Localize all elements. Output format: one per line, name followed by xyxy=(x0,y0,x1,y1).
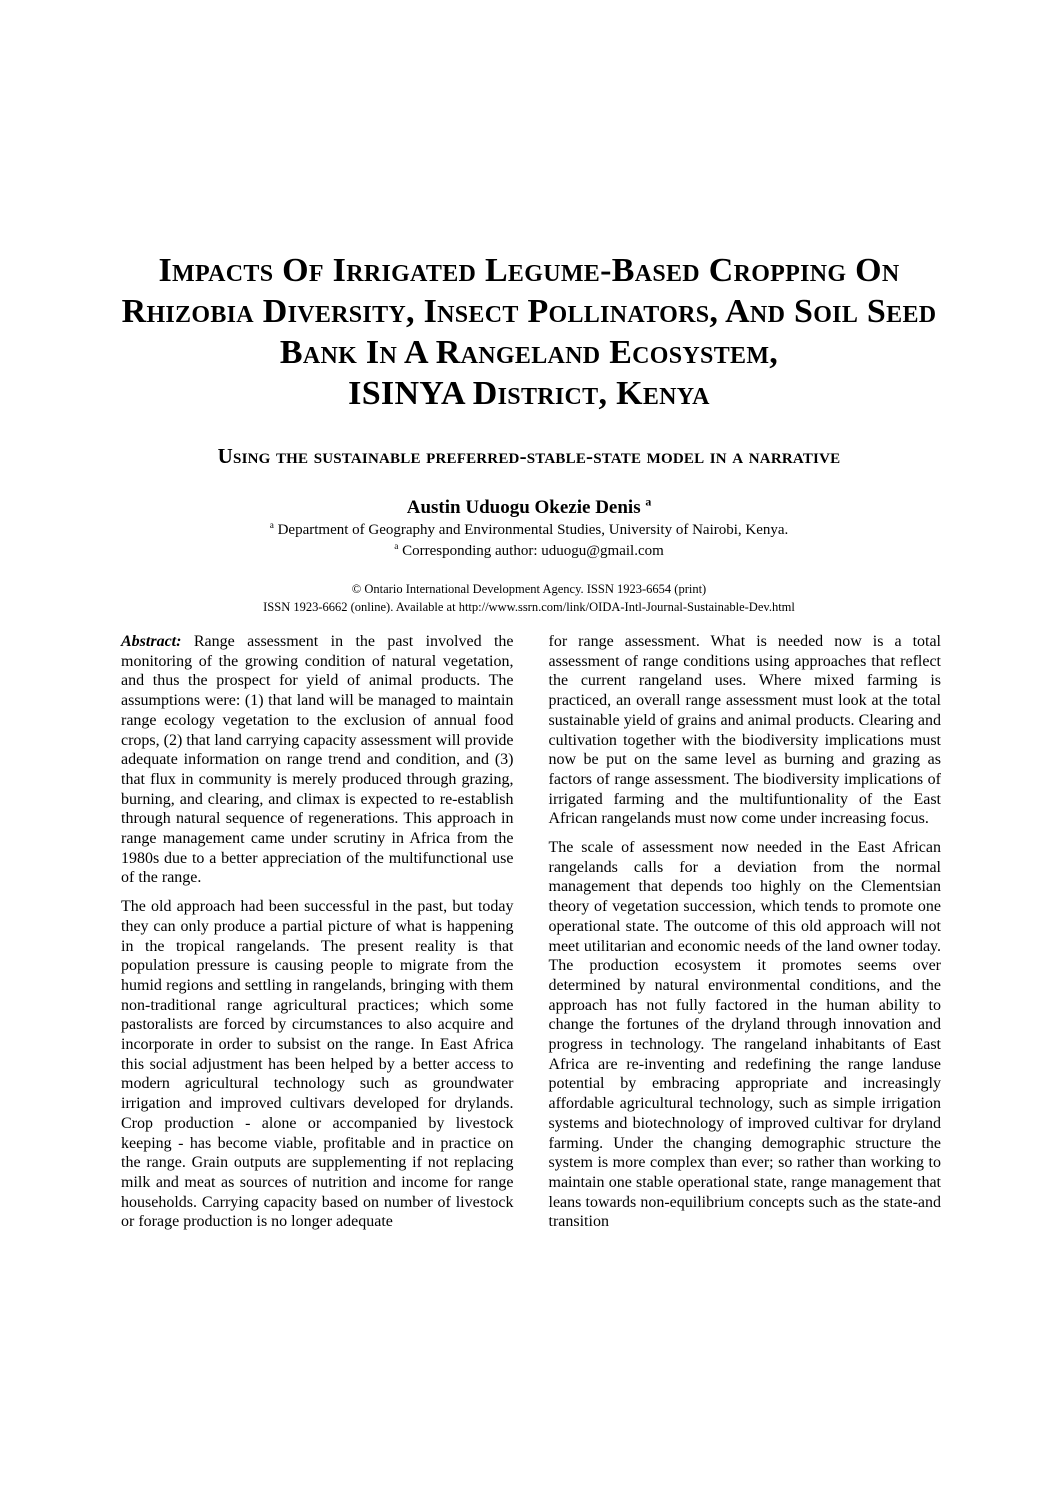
abstract-label: Abstract: xyxy=(121,633,182,650)
body-paragraph: The old approach had been successful in the past, but today they can only produce a partial picture of what is happening in the tropical rangelands. The present reality is that population pressure is causing people to migrate from the humid regions and settling in rangelands, bringing with them non-traditional range agricultural practices; which some pastoralists are forced by circumstances to also acquire and incorporate in order to subsist on the range. In East Africa this social adjustment has been helped by a better access to modern agricultural technology such as groundwater irrigation and improved cultivars developed for drylands. Crop production - alone or accompanied by livestock keeping - has become viable, profitable and in practice on the range. Grain outputs are supplementing if not replacing milk and meat as sources of nutrition and income for range households. Carrying capacity based on number of livestock or forage production is no longer adequate xyxy=(121,898,514,1231)
paper-title-line-4: ISINYA District, Kenya xyxy=(348,375,710,412)
paper-title-line-1: Impacts Of Irrigated Legume-Based Cropping On xyxy=(158,252,900,289)
left-column xyxy=(121,632,514,1241)
affiliation-superscript-2: a xyxy=(394,542,399,552)
imprint-line-2: ISSN 1923-6662 (online). Available at http://www.ssrn.com/link/OIDA-Intl-Journal-Sustainable-Dev.html xyxy=(263,600,795,614)
right-column xyxy=(549,632,942,1241)
corresponding-author-text: Corresponding author: uduogu@gmail.com xyxy=(398,543,664,559)
author-name-text: Austin Uduogu Okezie Denis xyxy=(406,497,641,518)
paper-title-line-2: Rhizobia Diversity, Insect Pollinators, And Soil Seed xyxy=(121,293,937,330)
author-superscript: a xyxy=(645,495,652,509)
author-block xyxy=(0,496,1058,562)
body-columns xyxy=(121,632,941,1241)
imprint-line-1: © Ontario International Development Agency. ISSN 1923-6654 (print) xyxy=(351,582,707,596)
affiliation-line-2 xyxy=(0,541,1058,562)
body-paragraph: for range assessment. What is needed now is a total assessment of range conditions using approaches that reflect the current rangeland uses. Where mixed farming is practiced, an overall range assessment must look at the total sustainable yield of grains and animal products. Clearing and cultivation together with the biodiversity implications must now be put on the same level as burning and grazing as factors of range assessment. The biodiversity implications of irrigated farming and the multifuntionality of the East African rangelands must now come under increasing focus. xyxy=(548,633,941,828)
affiliation-superscript-1: a xyxy=(269,521,274,531)
abstract-paragraph xyxy=(121,632,514,888)
affiliation-text-1: Department of Geography and Environmental Studies, University of Nairobi, Kenya. xyxy=(273,522,789,538)
paper-title xyxy=(0,250,1058,414)
body-paragraph: The scale of assessment now needed in the East African rangelands calls for a deviation from the normal management that depends too highly on the Clementsian theory of vegetation succession, which tends to promote one operational state. The outcome of this old approach will not meet utilitarian and economic needs of the land owner today. The production ecosystem it promotes seems over determined by natural environmental conditions, and the approach has not fully factored in the human ability to change the fortunes of the dryland through innovation and progress in technology. The rangeland inhabitants of East Africa are re-inventing and redefining the range landuse potential by embracing appropriate and increasingly affordable agricultural technology, such as simple irrigation systems and biotechnology of improved cultivar for dryland farming. Under the changing demographic structure the system is more complex than ever; so rather than working to maintain one stable operational state, range management that leans towards non-equilibrium concepts such as the state-and transition xyxy=(548,839,941,1231)
paper-subtitle: Using the sustainable preferred-stable-state model in a narrative xyxy=(217,444,841,468)
affiliation-line-1 xyxy=(0,520,1058,541)
paper-title-line-3: Bank In A Rangeland Ecosystem, xyxy=(279,334,779,371)
journal-imprint xyxy=(0,580,1058,616)
abstract-text: Range assessment in the past involved the monitoring of the growing condition of natural vegetation, and thus the prospect for yield of animal products. The assumptions were: (1) that land will be managed to maintain range ecology vegetation to the exclusion of annual food crops, (2) that land carrying capacity assessment will provide adequate information on range trend and condition, and (3) that flux in community is merely produced through grazing, burning, and clearing, and climax is expected to re-establish through natural sequence of regenerations. This approach in range management came under scrutiny in Africa from the 1980s due to a better appreciation of the multifunctional use of the range. xyxy=(121,633,514,887)
author-name xyxy=(0,496,1058,520)
